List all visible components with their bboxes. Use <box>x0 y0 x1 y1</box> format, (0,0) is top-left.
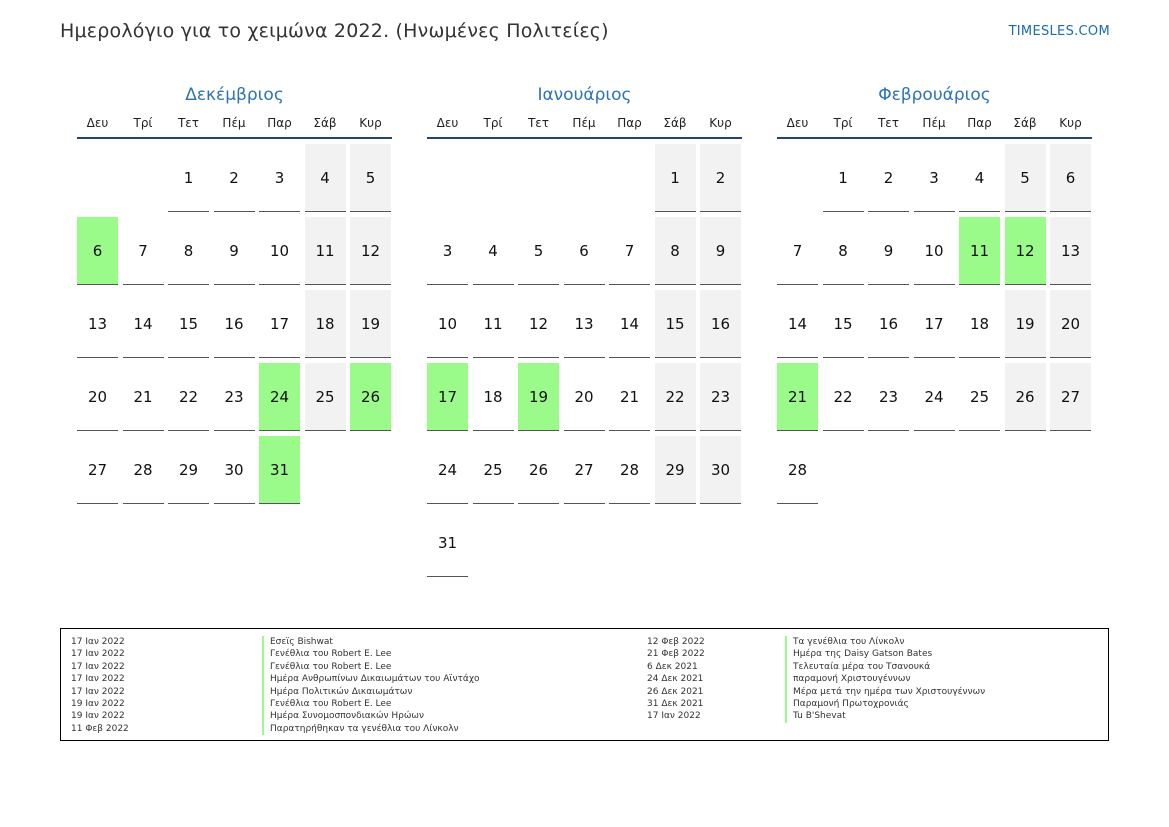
weekday-header <box>777 116 1092 139</box>
day-cell: 6 <box>1050 144 1091 212</box>
weekday-header <box>77 116 392 139</box>
day-cell: 16 <box>700 290 741 358</box>
empty-cell <box>427 144 468 212</box>
day-cell: 28 <box>609 436 650 504</box>
month-title: Φεβρουάριος <box>878 85 991 105</box>
day-cell: 26 <box>518 436 559 504</box>
day-cell: 16 <box>868 290 909 358</box>
day-cell: 13 <box>564 290 605 358</box>
day-cell: 18 <box>959 290 1000 358</box>
day-cell: 18 <box>473 363 514 431</box>
day-cell: 12 <box>518 290 559 358</box>
legend-holiday-name: Παρατηρήθηκαν τα γενέθλια του Λίνκολν <box>262 723 480 735</box>
day-cell: 3 <box>427 217 468 285</box>
empty-cell <box>609 144 650 212</box>
day-cell: 16 <box>214 290 255 358</box>
weekday-header <box>427 116 742 139</box>
day-cell: 10 <box>427 290 468 358</box>
day-cell: 26 <box>1005 363 1046 431</box>
legend-dates-right <box>647 636 705 723</box>
weekday-label: Σάβ <box>313 116 337 130</box>
day-cell: 29 <box>168 436 209 504</box>
day-cell: 3 <box>259 144 300 212</box>
weekday-label: Πέμ <box>572 116 596 130</box>
empty-cell <box>777 144 818 212</box>
day-cell: 17 <box>259 290 300 358</box>
empty-cell <box>77 144 118 212</box>
legend-holiday-name: Tu B'Shevat <box>785 710 985 722</box>
weekday-label: Πέμ <box>922 116 946 130</box>
day-cell: 20 <box>1050 290 1091 358</box>
weekday-label: Παρ <box>967 116 992 130</box>
legend-holiday-name: Παραμονή Πρωτοχρονιάς <box>785 698 985 710</box>
day-cell: 4 <box>473 217 514 285</box>
legend-holiday-date: 6 Δεκ 2021 <box>647 661 698 672</box>
legend-holiday-name: παραμονή Χριστουγέννων <box>785 673 985 685</box>
legend-holiday-name: Μέρα μετά την ημέρα των Χριστουγέννων <box>785 686 985 698</box>
weekday-label: Κυρ <box>709 116 732 130</box>
site-brand-link[interactable]: TIMESLES.COM <box>1008 24 1110 39</box>
weekday-label: Τετ <box>527 116 550 130</box>
day-cell: 27 <box>1050 363 1091 431</box>
weekday-label: Τετ <box>177 116 200 130</box>
legend-holiday-name: Εσεϊς Bishwat <box>262 636 480 648</box>
day-cell: 9 <box>700 217 741 285</box>
legend-holiday-name: Τελευταία μέρα του Τσανουκά <box>785 661 985 673</box>
day-cell: 24 <box>914 363 955 431</box>
day-cell: 27 <box>77 436 118 504</box>
weekday-label: Κυρ <box>1059 116 1082 130</box>
day-cell: 15 <box>823 290 864 358</box>
day-cell: 8 <box>823 217 864 285</box>
empty-cell <box>473 144 514 212</box>
day-cell: 1 <box>655 144 696 212</box>
day-cell: 2 <box>700 144 741 212</box>
legend-holiday-date: 19 Ιαν 2022 <box>71 711 125 722</box>
day-cell: 5 <box>518 217 559 285</box>
holiday-legend <box>60 628 1109 741</box>
day-cell: 8 <box>168 217 209 285</box>
day-cell: 2 <box>214 144 255 212</box>
holiday-day-cell: 31 <box>259 436 300 504</box>
weekday-label: Παρ <box>267 116 292 130</box>
weekday-label: Τρί <box>833 116 853 130</box>
weekday-label: Σάβ <box>663 116 687 130</box>
day-cell: 4 <box>959 144 1000 212</box>
holiday-day-cell: 19 <box>518 363 559 431</box>
day-cell: 25 <box>959 363 1000 431</box>
day-cell: 29 <box>655 436 696 504</box>
legend-holiday-date: 19 Ιαν 2022 <box>71 699 125 710</box>
weekday-label: Τετ <box>877 116 900 130</box>
holiday-day-cell: 21 <box>777 363 818 431</box>
legend-holiday-date: 21 Φεβ 2022 <box>647 649 705 660</box>
weekday-label: Δευ <box>436 116 459 130</box>
month-february <box>777 84 1092 504</box>
legend-holiday-date: 26 Δεκ 2021 <box>647 686 704 697</box>
day-cell: 22 <box>823 363 864 431</box>
day-cell: 5 <box>350 144 391 212</box>
legend-holiday-name: Τα γενέθλια του Λίνκολν <box>785 636 985 648</box>
holiday-day-cell: 17 <box>427 363 468 431</box>
day-cell: 12 <box>350 217 391 285</box>
day-grid <box>427 144 742 577</box>
legend-holiday-date: 17 Ιαν 2022 <box>647 711 701 722</box>
day-cell: 21 <box>123 363 164 431</box>
day-grid <box>77 144 392 504</box>
day-cell: 14 <box>123 290 164 358</box>
day-cell: 30 <box>214 436 255 504</box>
day-cell: 30 <box>700 436 741 504</box>
legend-holiday-date: 12 Φεβ 2022 <box>647 637 705 647</box>
day-cell: 31 <box>427 509 468 577</box>
legend-holiday-date: 17 Ιαν 2022 <box>71 686 125 697</box>
weekday-label: Παρ <box>617 116 642 130</box>
legend-holiday-name: Ημέρα Πολιτικών Δικαιωμάτων <box>262 686 480 698</box>
day-cell: 20 <box>77 363 118 431</box>
day-cell: 22 <box>655 363 696 431</box>
legend-holiday-name: Ημέρα Συνομοσπονδιακών Ηρώων <box>262 710 480 722</box>
day-cell: 19 <box>350 290 391 358</box>
legend-holiday-date: 31 Δεκ 2021 <box>647 699 704 710</box>
day-cell: 6 <box>564 217 605 285</box>
legend-holiday-date: 24 Δεκ 2021 <box>647 674 704 685</box>
day-cell: 21 <box>609 363 650 431</box>
empty-cell <box>518 144 559 212</box>
weekday-label: Σάβ <box>1013 116 1037 130</box>
day-cell: 8 <box>655 217 696 285</box>
day-cell: 10 <box>259 217 300 285</box>
day-cell: 11 <box>305 217 346 285</box>
day-cell: 1 <box>823 144 864 212</box>
legend-names-right <box>785 636 985 723</box>
day-cell: 10 <box>914 217 955 285</box>
day-cell: 11 <box>473 290 514 358</box>
legend-holiday-name: Ημέρα της Daisy Gatson Bates <box>785 648 985 660</box>
day-cell: 14 <box>777 290 818 358</box>
weekday-label: Δευ <box>786 116 809 130</box>
day-cell: 28 <box>123 436 164 504</box>
day-cell: 9 <box>868 217 909 285</box>
day-cell: 20 <box>564 363 605 431</box>
month-title: Ιανουάριος <box>537 85 632 105</box>
holiday-day-cell: 12 <box>1005 217 1046 285</box>
day-cell: 24 <box>427 436 468 504</box>
legend-dates-left <box>71 636 129 735</box>
legend-holiday-name: Γενέθλια του Robert E. Lee <box>262 648 480 660</box>
day-cell: 18 <box>305 290 346 358</box>
day-grid <box>777 144 1092 504</box>
day-cell: 27 <box>564 436 605 504</box>
day-cell: 15 <box>655 290 696 358</box>
month-title: Δεκέμβριος <box>185 85 284 105</box>
day-cell: 4 <box>305 144 346 212</box>
holiday-day-cell: 24 <box>259 363 300 431</box>
day-cell: 17 <box>914 290 955 358</box>
day-cell: 25 <box>305 363 346 431</box>
legend-holiday-date: 17 Ιαν 2022 <box>71 649 125 660</box>
day-cell: 25 <box>473 436 514 504</box>
legend-holiday-name: Γενέθλια του Robert E. Lee <box>262 661 480 673</box>
day-cell: 14 <box>609 290 650 358</box>
holiday-day-cell: 6 <box>77 217 118 285</box>
month-december <box>77 84 392 504</box>
weekday-label: Κυρ <box>359 116 382 130</box>
day-cell: 9 <box>214 217 255 285</box>
weekday-label: Τρί <box>483 116 503 130</box>
holiday-day-cell: 26 <box>350 363 391 431</box>
day-cell: 7 <box>777 217 818 285</box>
day-cell: 7 <box>123 217 164 285</box>
day-cell: 19 <box>1005 290 1046 358</box>
legend-holiday-name: Ημέρα Ανθρωπίνων Δικαιωμάτων του Αϊντάχο <box>262 673 480 685</box>
day-cell: 28 <box>777 436 818 504</box>
day-cell: 1 <box>168 144 209 212</box>
day-cell: 15 <box>168 290 209 358</box>
legend-holiday-date: 11 Φεβ 2022 <box>71 723 129 734</box>
day-cell: 23 <box>700 363 741 431</box>
empty-cell <box>564 144 605 212</box>
weekday-label: Δευ <box>86 116 109 130</box>
legend-holiday-name: Γενέθλια του Robert E. Lee <box>262 698 480 710</box>
day-cell: 3 <box>914 144 955 212</box>
legend-names-left <box>262 636 480 735</box>
weekday-label: Πέμ <box>222 116 246 130</box>
empty-cell <box>123 144 164 212</box>
day-cell: 23 <box>868 363 909 431</box>
legend-holiday-date: 17 Ιαν 2022 <box>71 674 125 685</box>
day-cell: 5 <box>1005 144 1046 212</box>
day-cell: 7 <box>609 217 650 285</box>
day-cell: 23 <box>214 363 255 431</box>
page-title: Ημερολόγιο για το χειμώνα 2022. (Ηνωμένες Πολιτείες) <box>60 20 609 42</box>
day-cell: 13 <box>77 290 118 358</box>
legend-holiday-date: 17 Ιαν 2022 <box>71 637 125 647</box>
day-cell: 2 <box>868 144 909 212</box>
day-cell: 22 <box>168 363 209 431</box>
weekday-label: Τρί <box>133 116 153 130</box>
month-january <box>427 84 742 577</box>
holiday-day-cell: 11 <box>959 217 1000 285</box>
legend-holiday-date: 17 Ιαν 2022 <box>71 661 125 672</box>
day-cell: 13 <box>1050 217 1091 285</box>
